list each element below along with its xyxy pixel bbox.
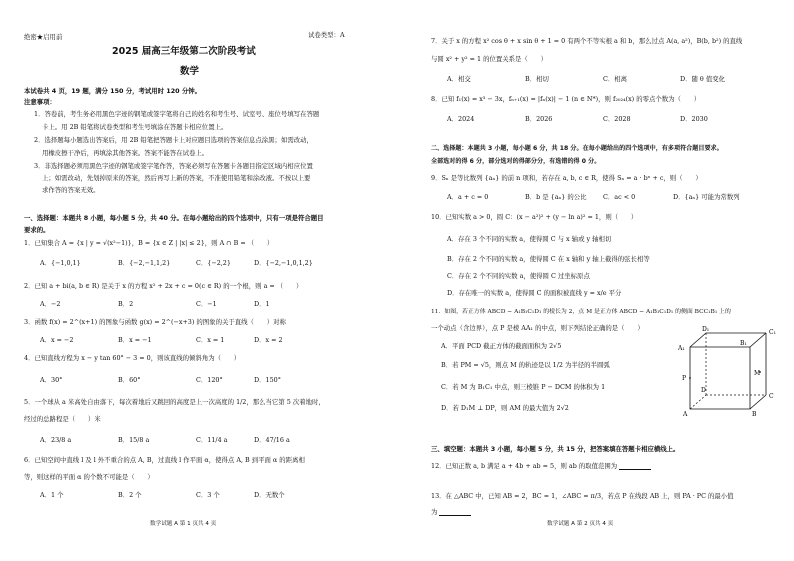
q6-option-c: C．3 个	[196, 491, 220, 499]
question-10: 10．已知实数 a > 0，圆 C：(x − a²)² + (y − ln a)² = 1，则（ ）	[431, 213, 638, 221]
notes-title: 注意事项：	[24, 98, 56, 106]
cube-label-m: M	[754, 370, 761, 377]
question-13-text-cont: 为	[431, 508, 438, 516]
question-7: 7．关于 x 的方程 x² cos θ + x sin θ + 1 = 0 有两个不等实根 a 和 b，那么过点 A(a, a²)，B(b, b²) 的直线	[431, 37, 743, 45]
q3-option-b: B．x = −1	[118, 336, 152, 344]
q2-option-b: B．2	[118, 300, 134, 308]
note-line: 用橡皮擦干净后，再填涂其他答案。答案不能答在试卷上。	[42, 149, 209, 157]
question-7-cont: 与圆 x² + y² = 1 的位置关系是（ ）	[431, 55, 547, 63]
q11-option-a: A．平面 PCD 截正方体的截面面积为 2√5	[441, 342, 562, 350]
section-1-heading: 一、选择题：本题共 8 小题，每小题 5 分，共 40 分。在每小题给出的四个选项中，只有一项是符合题目	[24, 214, 324, 222]
q4-option-a: A．30°	[40, 376, 63, 384]
q9-option-d: D．{aₙ} 可能为常数列	[673, 193, 740, 201]
q9-option-b: B．b 是 {aₙ} 的公比	[525, 193, 587, 201]
confidential-label: 绝密★启用前	[24, 33, 63, 41]
cube-label-b: B	[752, 411, 757, 417]
note-line: 2．选择题每小题选出答案后，用 2B 铅笔把答题卡上对应题目选项的答案信息点涂黑；如需改动，	[34, 136, 313, 144]
cube-label-d1: D₁	[702, 326, 710, 333]
q12-answer-blank	[619, 463, 651, 470]
question-9: 9．Sₙ 是等比数列 {aₙ} 的前 n 项和，若存在 a, b, c ∈ R，使得 Sₙ = a · bⁿ + c，则（ ）	[431, 174, 702, 182]
right-page	[397, 0, 794, 561]
q8-option-c: C．2028	[603, 115, 631, 123]
q10-option-d: D．存在唯一的实数 a，使得圆 C 的面积被直线 y = x/e 平分	[447, 289, 622, 297]
cube-figure	[674, 325, 786, 417]
q7-option-b: B．相切	[525, 75, 549, 83]
question-13: 13．在 △ABC 中，已知 AB = 2，BC = 1，∠ABC = π/3，若点 P 在线段 AB 上，则 PA · PC 的最小值	[431, 492, 734, 500]
page-footer: 数学试题 A 第 2 页共 4 页	[547, 521, 614, 527]
q10-option-a: A．存在 3 个不同的实数 a，使得圆 C 与 x 轴或 y 轴相切	[447, 235, 612, 243]
cube-label-p: P	[682, 375, 687, 382]
q1-option-d: D．{−2,−1,0,1,2}	[254, 259, 313, 267]
q4-option-b: B．60°	[118, 376, 141, 384]
q6-option-b: B．2 个	[118, 491, 142, 499]
q8-option-a: A．2024	[447, 115, 475, 123]
q1-option-a: A．{−1,0,1}	[40, 259, 81, 267]
section-2-heading-cont: 全部选对的得 6 分，部分选对的得部分分，有选错的得 0 分。	[431, 158, 601, 165]
question-8: 8．已知 f₁(x) = x³ − 3x，fₙ₊₁(x) = |fₙ(x)| − 1 (n ∈ N*)，则 f₂₀₂₄(x) 的零点个数为（ ）	[431, 95, 701, 103]
q5-option-b: B．15/8 a	[118, 436, 150, 444]
note-line: 3．非选择题必须用黑色字迹的钢笔或签字笔作答，答案必须写在答题卡各题目指定区域内相应位置	[34, 162, 313, 170]
question-6-cont: 等，则这样的平面 α 的个数不可能是（ ）	[24, 473, 154, 481]
q4-option-c: C．120°	[196, 376, 223, 384]
exam-type-label: 试卷类型：A	[308, 31, 345, 39]
section-1-heading-cont: 要求的。	[24, 226, 50, 234]
q13-answer-blank	[439, 509, 471, 516]
q3-option-d: D．x = 2	[254, 336, 283, 344]
q10-option-b: B．存在 2 个不同的实数 a，使得圆 C 在 x 轴和 y 轴上截得的弦长相等	[447, 255, 650, 263]
question-6: 6．已知空间中直线 l 及 l 外不重合的点 A, B，过直线 l 作平面 α，使得点 A, B 到平面 α 的距离相	[24, 456, 305, 464]
exam-title: 2025 届高三年级第二次阶段考试	[112, 46, 256, 57]
question-5: 5．一个球从 a 米高处自由落下，每次着地后又跳回的高度是上一次高度的 1/2，那么当它第 5 次着地时，	[24, 398, 325, 406]
question-13-cont	[431, 508, 471, 516]
question-12-text: 12．已知正数 a, b 满足 a + 4b + ab = 5，则 ab 的取值范围为	[431, 462, 618, 470]
question-2: 2．已知 a + bi(a, b ∈ R) 是关于 x 的方程 x² + 2x + c = 0(c ∈ R) 的一个根，则 a = （ ）	[24, 282, 303, 290]
question-4: 4．已知直线方程为 x − y tan 60° − 3 = 0，则该直线的倾斜角为（ ）	[24, 354, 241, 362]
note-line: 求作答的答案无效。	[42, 186, 100, 194]
note-line: 1．答卷前，考生务必用黑色字迹的钢笔或签字笔将自己的姓名和考生号、试室号、座位号填写在答题	[34, 110, 320, 118]
question-5-cont: 经过的总路程是（ ）米	[24, 415, 101, 423]
q1-option-b: B．{−2,−1,1,2}	[118, 259, 171, 267]
q3-option-a: A．x = −2	[40, 336, 74, 344]
cube-label-a1: A₁	[678, 345, 685, 352]
q11-option-c: C．若 M 为 B₁C₁ 中点，则三棱锥 P − DCM 的体积为 1	[441, 383, 606, 391]
cube-label-d: D	[701, 387, 706, 394]
q11-option-d: D．若 D₁M ⊥ DP，则 AM 的最大值为 2√2	[441, 404, 569, 412]
q5-option-d: D．47/16 a	[254, 436, 290, 444]
q2-option-c: C．−1	[196, 300, 217, 308]
q6-option-a: A．1 个	[40, 491, 64, 499]
cube-label-c: C	[769, 393, 774, 400]
q6-option-d: D．无数个	[254, 491, 285, 499]
note-line: 卡上。用 2B 铅笔将试卷类型和考生号填涂在答题卡相应位置上。	[42, 123, 228, 131]
q9-option-a: A．a + c = 0	[447, 193, 489, 201]
q10-option-c: C．存在 2 个不同的实数 a，使得圆 C 过坐标原点	[447, 272, 590, 280]
q9-option-c: C．ac < 0	[603, 193, 636, 201]
q8-option-b: B．2026	[525, 115, 553, 123]
question-3: 3．函数 f(x) = 2^(x+1) 的图象与函数 g(x) = 2^(−x+3) 的图象的关于直线（ ）对称	[24, 318, 286, 326]
q7-option-c: C．相离	[603, 75, 628, 83]
page-footer: 数学试题 A 第 1 页共 4 页	[150, 521, 217, 527]
q2-option-d: D．1	[254, 300, 270, 308]
section-2-heading: 二、选择题：本题共 3 小题，每小题 6 分，共 18 分。在每小题给出的四个选项中，有多项符合题目要求。	[431, 145, 723, 152]
q7-option-a: A．相交	[447, 75, 471, 83]
cube-label-b1: B₁	[740, 340, 747, 347]
cube-label-a: A	[683, 411, 688, 417]
question-11-cont: 一个动点（含边界），点 P 是棱 AA₁ 的中点，则下列结论正确的是（ ）	[431, 324, 644, 332]
question-12	[431, 462, 651, 470]
question-11: 11．如图，若正方体 ABCD − A₁B₁C₁D₁ 的棱长为 2，点 M 是正方体 ABCD − A₁B₁C₁D₁ 的侧面 BCC₁B₁ 上的	[431, 309, 731, 315]
q7-option-d: D．随 θ 值变化	[680, 75, 725, 83]
exam-info: 本试卷共 4 页，19 题，满分 150 分，考试用时 120 分钟。	[24, 87, 202, 95]
q5-option-c: C．11/4 a	[196, 436, 228, 444]
q8-option-d: D．2030	[680, 115, 708, 123]
q3-option-c: C．x = 1	[196, 336, 225, 344]
cube-label-c1: C₁	[769, 329, 776, 336]
subject-title: 数学	[180, 66, 200, 77]
q1-option-c: C．{−2,2}	[196, 259, 231, 267]
question-1: 1．已知集合 A = {x | y = √(x²−1)}，B = {x ∈ Z | |x| ≤ 2}，则 A ∩ B = （ ）	[24, 239, 274, 247]
q11-option-b: B．若 PM = √5，则点 M 的轨迹是以 1/2 为半径的半圆弧	[441, 361, 610, 369]
note-line: 上；如需改动，先划掉原来的答案，然后再写上新的答案，不准使用铅笔和涂改液。不按以上要	[42, 174, 311, 182]
section-3-heading: 三、填空题：本题共 3 小题，每小题 5 分，共 15 分，把答案填在答题卡相应横线上。	[431, 445, 680, 453]
q4-option-d: D．150°	[254, 376, 281, 384]
q5-option-a: A．23/8 a	[40, 436, 72, 444]
q2-option-a: A．−2	[40, 300, 61, 308]
